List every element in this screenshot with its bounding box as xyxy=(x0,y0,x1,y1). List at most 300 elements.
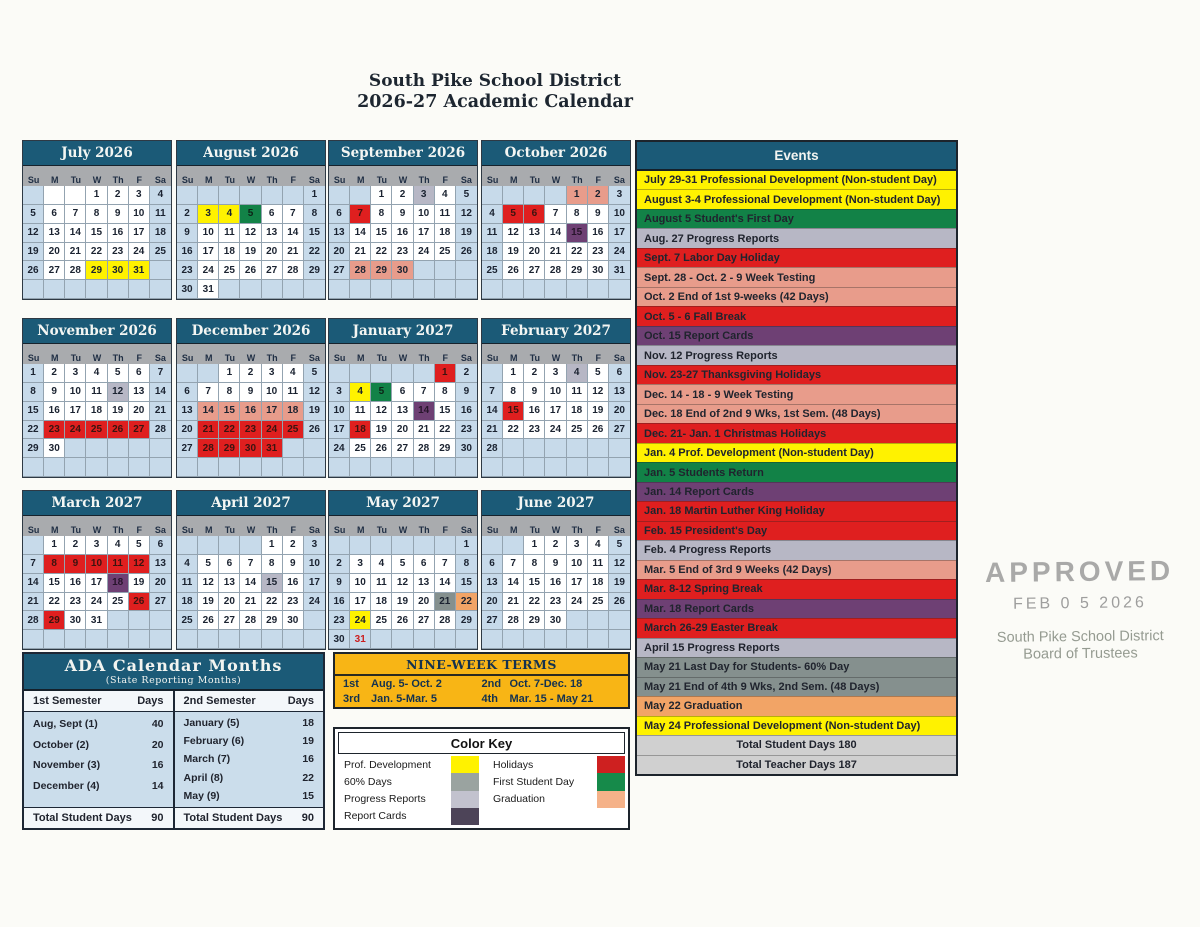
weekday-label: Th xyxy=(112,175,124,185)
day-cell: 19 xyxy=(503,243,524,262)
event-row: Nov. 23-27 Thanksgiving Holidays xyxy=(637,365,956,384)
weekday-header-row xyxy=(23,166,171,186)
day-cell: 20 xyxy=(219,593,240,612)
day-cell xyxy=(262,630,283,649)
day-cell: 21 xyxy=(350,243,371,262)
ada-row xyxy=(175,717,324,729)
day-cell xyxy=(129,439,150,458)
day-cell: 15 xyxy=(86,224,107,243)
day-cell xyxy=(304,280,325,299)
day-cell: 2 xyxy=(588,186,609,205)
day-cell: 8 xyxy=(371,205,392,224)
day-cell: 14 xyxy=(482,402,503,421)
event-row: Oct. 5 - 6 Fall Break xyxy=(637,306,956,325)
day-cell: 10 xyxy=(304,555,325,574)
day-cell: 13 xyxy=(609,383,630,402)
week-row xyxy=(482,243,630,262)
ada-total-value: 90 xyxy=(301,812,314,824)
day-cell: 8 xyxy=(435,383,456,402)
day-cell xyxy=(350,364,371,383)
day-cell xyxy=(150,458,171,477)
day-cell xyxy=(609,280,630,299)
day-cell xyxy=(567,439,588,458)
weekday-label: F xyxy=(136,525,143,535)
weekday-label: Tu xyxy=(70,353,82,363)
nine-week-terms-title: NINE-WEEK TERMS xyxy=(335,654,628,676)
event-row: Feb. 15 President's Day xyxy=(637,521,956,540)
event-row: Jan. 5 Students Return xyxy=(637,462,956,481)
weekday-label: Th xyxy=(266,175,278,185)
day-cell xyxy=(371,630,392,649)
day-cell xyxy=(283,439,304,458)
color-key-label: 60% Days xyxy=(344,775,392,788)
weekday-label: Su xyxy=(181,525,194,535)
day-cell: 28 xyxy=(23,611,44,630)
week-row xyxy=(23,280,171,299)
weekday-label: W xyxy=(551,175,561,185)
day-cell: 20 xyxy=(524,243,545,262)
day-cell: 24 xyxy=(262,421,283,440)
ada-month-label: November (3) xyxy=(33,759,101,772)
weekday-label: Su xyxy=(486,525,499,535)
day-cell xyxy=(304,439,325,458)
day-cell: 3 xyxy=(609,186,630,205)
weekday-label: F xyxy=(442,353,449,363)
day-cell: 3 xyxy=(304,536,325,555)
day-cell: 6 xyxy=(609,364,630,383)
day-cell xyxy=(65,280,86,299)
event-row: Mar. 5 End of 3rd 9 Weeks (42 Days) xyxy=(637,560,956,579)
week-row xyxy=(329,186,477,205)
weekday-label: Th xyxy=(571,525,583,535)
week-row xyxy=(482,439,630,458)
day-cell xyxy=(262,186,283,205)
day-cell: 13 xyxy=(524,224,545,243)
weekday-label: Tu xyxy=(529,353,541,363)
day-cell: 4 xyxy=(86,364,107,383)
weekday-label: Th xyxy=(418,525,430,535)
ada-days-value: 18 xyxy=(302,716,314,729)
weekday-label: Sa xyxy=(460,525,472,535)
day-cell xyxy=(503,630,524,649)
ada-subheader xyxy=(24,691,173,712)
month-weeks xyxy=(482,536,630,649)
day-cell: 10 xyxy=(198,224,219,243)
event-row: Jan. 4 Prof. Development (Non-student Day) xyxy=(637,443,956,462)
day-cell: 3 xyxy=(262,364,283,383)
day-cell: 31 xyxy=(129,261,150,280)
event-row: Jan. 14 Report Cards xyxy=(637,482,956,501)
color-key-label: Graduation xyxy=(493,793,545,806)
day-cell: 26 xyxy=(371,439,392,458)
ada-table-subtitle: (State Reporting Months) xyxy=(105,674,242,686)
day-cell: 5 xyxy=(588,364,609,383)
month-title: July 2026 xyxy=(23,141,171,166)
weekday-label: Sa xyxy=(613,353,625,363)
day-cell: 20 xyxy=(150,574,171,593)
day-cell: 3 xyxy=(329,383,350,402)
day-cell: 18 xyxy=(350,421,371,440)
weekday-label: M xyxy=(356,353,365,363)
weekday-label: Tu xyxy=(376,353,388,363)
day-cell xyxy=(435,536,456,555)
day-cell xyxy=(44,186,65,205)
event-row: Aug. 27 Progress Reports xyxy=(637,228,956,247)
day-cell xyxy=(350,536,371,555)
day-cell xyxy=(150,439,171,458)
day-cell xyxy=(219,186,240,205)
day-cell: 7 xyxy=(240,555,261,574)
day-cell xyxy=(503,186,524,205)
day-cell: 29 xyxy=(371,261,392,280)
day-cell: 14 xyxy=(435,574,456,593)
day-cell xyxy=(482,280,503,299)
day-cell: 16 xyxy=(545,574,566,593)
ada-days-value: 20 xyxy=(151,738,164,751)
day-cell: 6 xyxy=(524,205,545,224)
weekday-label: Sa xyxy=(613,525,625,535)
day-cell: 4 xyxy=(150,186,171,205)
day-cell: 30 xyxy=(44,439,65,458)
week-row xyxy=(482,555,630,574)
ada-total-value: 90 xyxy=(151,812,164,824)
week-row xyxy=(329,611,477,630)
weekday-label: Th xyxy=(266,353,278,363)
day-cell xyxy=(350,186,371,205)
weekday-label: M xyxy=(509,353,518,363)
event-row: April 15 Progress Reports xyxy=(637,638,956,657)
day-cell: 21 xyxy=(23,593,44,612)
day-cell xyxy=(177,186,198,205)
ada-row xyxy=(175,772,324,784)
week-row xyxy=(482,261,630,280)
day-cell: 11 xyxy=(219,224,240,243)
ada-days-value: 14 xyxy=(151,780,164,793)
day-cell xyxy=(108,280,129,299)
day-cell: 24 xyxy=(304,593,325,612)
event-row: Total Student Days 180 xyxy=(637,735,956,754)
day-cell: 11 xyxy=(108,555,129,574)
weekday-label: M xyxy=(509,525,518,535)
day-cell: 4 xyxy=(283,364,304,383)
term-ordinal: 3rd xyxy=(343,692,361,705)
day-cell: 7 xyxy=(198,383,219,402)
day-cell: 2 xyxy=(545,536,566,555)
day-cell: 6 xyxy=(414,555,435,574)
day-cell: 25 xyxy=(588,593,609,612)
day-cell: 24 xyxy=(198,261,219,280)
weekday-label: M xyxy=(204,525,213,535)
day-cell: 6 xyxy=(329,205,350,224)
ada-right xyxy=(175,691,324,828)
ada-month-label: May (9) xyxy=(183,789,220,802)
event-row: May 21 Last Day for Students- 60% Day xyxy=(637,657,956,676)
day-cell xyxy=(304,630,325,649)
day-cell: 22 xyxy=(567,243,588,262)
day-cell: 13 xyxy=(177,402,198,421)
day-cell: 9 xyxy=(524,383,545,402)
day-cell: 13 xyxy=(392,402,413,421)
weekday-label: W xyxy=(398,525,408,535)
day-cell xyxy=(283,280,304,299)
event-row: Dec. 18 End of 2nd 9 Wks, 1st Sem. (48 Days) xyxy=(637,404,956,423)
day-cell: 21 xyxy=(150,402,171,421)
ada-subheader-days: Days xyxy=(287,694,314,707)
week-row xyxy=(23,630,171,649)
week-row xyxy=(23,205,171,224)
week-row xyxy=(23,402,171,421)
day-cell xyxy=(23,536,44,555)
day-cell: 16 xyxy=(65,574,86,593)
day-cell: 21 xyxy=(414,421,435,440)
day-cell: 7 xyxy=(482,383,503,402)
day-cell: 23 xyxy=(329,611,350,630)
day-cell xyxy=(329,536,350,555)
day-cell: 28 xyxy=(482,439,503,458)
day-cell: 10 xyxy=(262,383,283,402)
day-cell: 29 xyxy=(219,439,240,458)
week-row xyxy=(482,402,630,421)
day-cell: 13 xyxy=(414,574,435,593)
nine-week-grid xyxy=(335,676,628,707)
day-cell xyxy=(503,280,524,299)
day-cell: 18 xyxy=(283,402,304,421)
day-cell: 31 xyxy=(609,261,630,280)
weekday-label: Sa xyxy=(308,525,320,535)
day-cell: 13 xyxy=(150,555,171,574)
event-row: May 22 Graduation xyxy=(637,696,956,715)
month-october-2026 xyxy=(481,140,631,300)
weekday-label: Su xyxy=(333,353,346,363)
day-cell: 8 xyxy=(44,555,65,574)
weekday-header-row xyxy=(482,516,630,536)
month-title: August 2026 xyxy=(177,141,325,166)
weekday-header-row xyxy=(482,166,630,186)
week-row xyxy=(177,383,325,402)
month-weeks xyxy=(177,536,325,649)
color-swatch xyxy=(597,756,625,773)
day-cell xyxy=(392,364,413,383)
day-cell xyxy=(392,536,413,555)
day-cell xyxy=(329,280,350,299)
month-september-2026 xyxy=(328,140,478,300)
day-cell xyxy=(283,630,304,649)
day-cell xyxy=(371,536,392,555)
day-cell: 18 xyxy=(588,574,609,593)
day-cell: 28 xyxy=(503,611,524,630)
day-cell xyxy=(482,536,503,555)
ada-days-value: 16 xyxy=(151,759,164,772)
month-august-2026 xyxy=(176,140,326,300)
month-weeks xyxy=(329,364,477,477)
day-cell: 13 xyxy=(482,574,503,593)
day-cell: 24 xyxy=(545,421,566,440)
week-row xyxy=(177,402,325,421)
day-cell: 23 xyxy=(545,593,566,612)
day-cell: 27 xyxy=(392,439,413,458)
day-cell: 23 xyxy=(588,243,609,262)
day-cell xyxy=(371,458,392,477)
day-cell: 27 xyxy=(129,421,150,440)
day-cell: 30 xyxy=(588,261,609,280)
day-cell: 23 xyxy=(44,421,65,440)
day-cell xyxy=(392,280,413,299)
day-cell: 10 xyxy=(609,205,630,224)
term-ordinal: 1st xyxy=(343,678,359,691)
weekday-label: Su xyxy=(333,525,346,535)
week-row xyxy=(482,574,630,593)
day-cell: 9 xyxy=(329,574,350,593)
day-cell: 10 xyxy=(65,383,86,402)
day-cell: 16 xyxy=(524,402,545,421)
day-cell: 11 xyxy=(177,574,198,593)
day-cell: 19 xyxy=(371,421,392,440)
ada-subheader-label: 1st Semester xyxy=(33,694,102,707)
color-key-label: Prof. Development xyxy=(344,758,431,771)
day-cell xyxy=(414,280,435,299)
day-cell: 18 xyxy=(482,243,503,262)
ada-row xyxy=(24,759,173,771)
day-cell: 21 xyxy=(65,243,86,262)
day-cell: 30 xyxy=(177,280,198,299)
day-cell xyxy=(350,280,371,299)
weekday-label: Sa xyxy=(460,353,472,363)
week-row xyxy=(23,186,171,205)
week-row xyxy=(23,421,171,440)
weekday-label: Th xyxy=(112,525,124,535)
day-cell: 13 xyxy=(219,574,240,593)
calendar-year-title: 2026-27 Academic Calendar xyxy=(357,91,633,112)
day-cell: 31 xyxy=(198,280,219,299)
month-june-2027 xyxy=(481,490,631,650)
event-row: August 5 Student's First Day xyxy=(637,209,956,228)
day-cell: 8 xyxy=(503,383,524,402)
day-cell: 8 xyxy=(456,555,477,574)
day-cell: 25 xyxy=(283,421,304,440)
day-cell xyxy=(304,611,325,630)
weekday-label: F xyxy=(136,353,143,363)
ada-days-value: 16 xyxy=(302,753,314,766)
day-cell: 23 xyxy=(65,593,86,612)
weekday-label: Sa xyxy=(154,175,166,185)
ada-calendar-months-table xyxy=(22,652,325,830)
day-cell xyxy=(283,186,304,205)
day-cell: 18 xyxy=(150,224,171,243)
day-cell: 29 xyxy=(262,611,283,630)
day-cell: 30 xyxy=(545,611,566,630)
event-row: Nov. 12 Progress Reports xyxy=(637,345,956,364)
week-row xyxy=(482,205,630,224)
week-row xyxy=(329,280,477,299)
day-cell: 17 xyxy=(86,574,107,593)
day-cell: 10 xyxy=(545,383,566,402)
day-cell: 16 xyxy=(329,593,350,612)
day-cell xyxy=(609,458,630,477)
day-cell: 21 xyxy=(198,421,219,440)
day-cell: 4 xyxy=(567,364,588,383)
weekday-label: Tu xyxy=(224,525,236,535)
day-cell: 11 xyxy=(371,574,392,593)
day-cell: 14 xyxy=(65,224,86,243)
day-cell: 1 xyxy=(371,186,392,205)
weekday-header-row xyxy=(23,344,171,364)
day-cell xyxy=(503,536,524,555)
weekday-label: Th xyxy=(418,353,430,363)
week-row xyxy=(482,421,630,440)
day-cell: 7 xyxy=(150,364,171,383)
month-weeks xyxy=(177,364,325,477)
day-cell: 22 xyxy=(23,421,44,440)
event-row: August 3-4 Professional Development (Non-student Day) xyxy=(637,189,956,208)
day-cell: 6 xyxy=(262,205,283,224)
day-cell: 12 xyxy=(503,224,524,243)
day-cell xyxy=(567,458,588,477)
event-row: Dec. 21- Jan. 1 Christmas Holidays xyxy=(637,423,956,442)
day-cell xyxy=(129,611,150,630)
day-cell xyxy=(524,280,545,299)
day-cell: 27 xyxy=(150,593,171,612)
ada-month-label: March (7) xyxy=(183,753,231,766)
day-cell: 24 xyxy=(609,243,630,262)
district-name: South Pike School District xyxy=(368,71,622,91)
day-cell: 23 xyxy=(283,593,304,612)
day-cell: 19 xyxy=(240,243,261,262)
day-cell: 25 xyxy=(86,421,107,440)
weekday-label: Tu xyxy=(224,175,236,185)
color-key-label: First Student Day xyxy=(493,775,575,788)
day-cell: 23 xyxy=(177,261,198,280)
day-cell: 24 xyxy=(129,243,150,262)
day-cell: 12 xyxy=(392,574,413,593)
weekday-label: F xyxy=(595,353,602,363)
day-cell xyxy=(503,458,524,477)
week-row xyxy=(329,458,477,477)
day-cell: 20 xyxy=(414,593,435,612)
ada-total-row xyxy=(175,807,324,828)
weekday-label: Sa xyxy=(308,175,320,185)
day-cell: 21 xyxy=(240,593,261,612)
day-cell: 28 xyxy=(198,439,219,458)
day-cell: 8 xyxy=(524,555,545,574)
day-cell xyxy=(588,630,609,649)
week-row xyxy=(482,630,630,649)
weekday-label: F xyxy=(136,175,143,185)
day-cell: 29 xyxy=(86,261,107,280)
day-cell: 18 xyxy=(371,593,392,612)
weekday-label: M xyxy=(50,175,59,185)
day-cell: 26 xyxy=(609,593,630,612)
day-cell xyxy=(414,536,435,555)
month-may-2027 xyxy=(328,490,478,650)
day-cell xyxy=(482,458,503,477)
day-cell xyxy=(108,458,129,477)
day-cell: 19 xyxy=(392,593,413,612)
day-cell: 16 xyxy=(588,224,609,243)
day-cell xyxy=(304,458,325,477)
weekday-label: Sa xyxy=(154,525,166,535)
day-cell xyxy=(414,458,435,477)
weekday-label: F xyxy=(290,353,297,363)
day-cell: 1 xyxy=(503,364,524,383)
week-row xyxy=(482,224,630,243)
day-cell: 7 xyxy=(23,555,44,574)
day-cell xyxy=(609,439,630,458)
day-cell: 12 xyxy=(609,555,630,574)
day-cell: 16 xyxy=(283,574,304,593)
day-cell: 19 xyxy=(588,402,609,421)
week-row xyxy=(329,383,477,402)
ada-table-title: ADA Calendar Months xyxy=(64,656,283,675)
